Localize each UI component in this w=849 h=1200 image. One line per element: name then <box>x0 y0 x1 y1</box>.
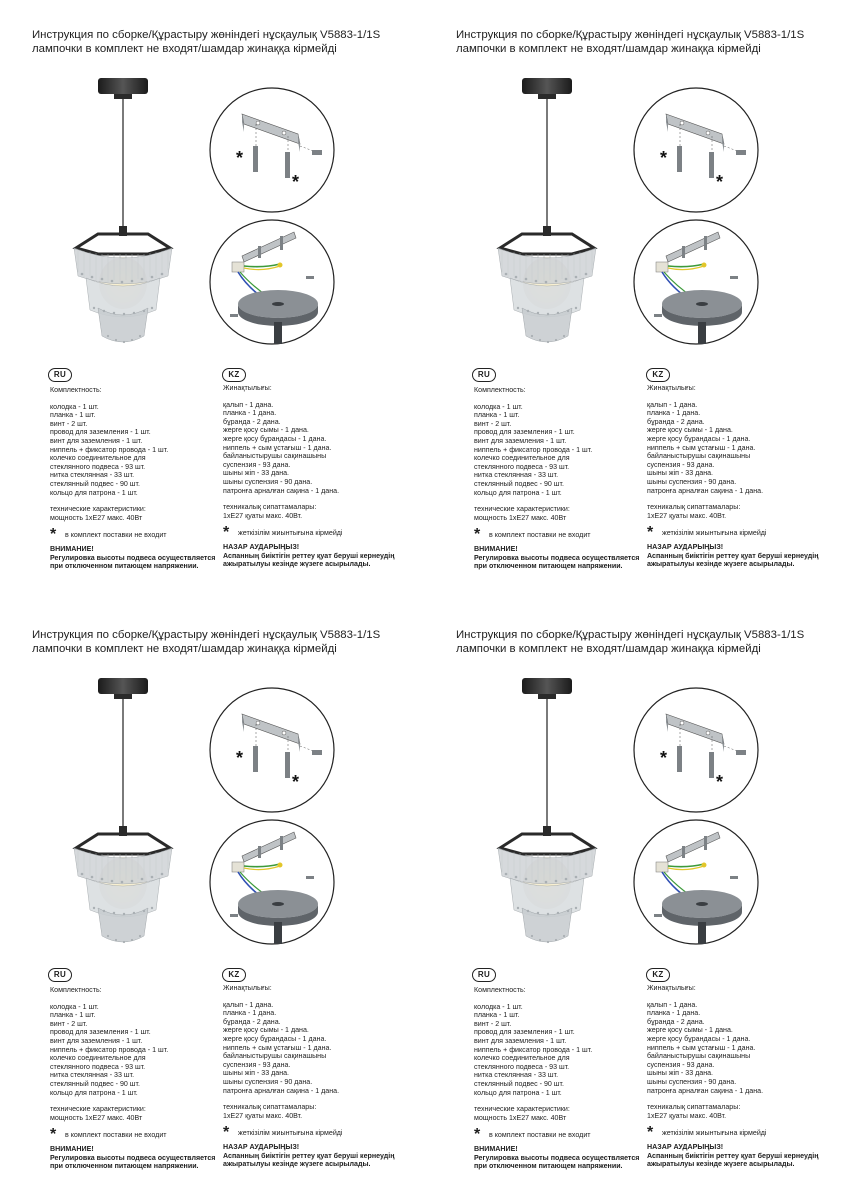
mounting-plate-diagram <box>208 86 336 214</box>
list-item: колечко соединительное для <box>474 454 570 463</box>
kz-badge: KZ <box>222 968 246 982</box>
kz-specs <box>223 1103 395 1120</box>
kz-not-included-note <box>223 524 395 542</box>
list-item: ниппель + фиксатор провода - 1 шт. <box>474 1045 593 1054</box>
ru-warning-line-1: Регулировка высоты подвеса осуществляется <box>50 553 216 562</box>
kz-note-text: жеткізілім жиынтығына кірмейді <box>662 1129 767 1138</box>
list-item: бұранда - 2 дана. <box>647 417 705 426</box>
ru-warning-line-1: Регулировка высоты подвеса осуществляется <box>474 553 640 562</box>
list-item: винт - 2 шт. <box>50 1019 88 1028</box>
list-item: винт для заземления - 1 шт. <box>50 1036 143 1045</box>
title-line-1: Инструкция по сборке/Құрастыру жөніндегі нұсқаулық V5883-1/1S <box>456 629 805 641</box>
ru-warning-line-2: при отключенном питающем напряжении. <box>50 1162 199 1171</box>
list-item: колодка - 1 шт. <box>50 1002 99 1011</box>
asterisk-icon: * <box>647 524 654 542</box>
ru-specs-value: мощность 1хE27 макс. 40Вт <box>474 1113 567 1122</box>
kz-warning <box>647 1143 819 1169</box>
list-item: байланыстырушы сақинашыны <box>223 452 327 461</box>
ru-warning-line-1: Регулировка высоты подвеса осуществляется <box>474 1153 640 1162</box>
list-item: ниппель + фиксатор провода - 1 шт. <box>50 445 169 454</box>
ru-kit-list <box>474 403 639 498</box>
ru-badge: RU <box>472 368 496 382</box>
list-item: нитка стеклянная - 33 шт. <box>474 1071 559 1080</box>
list-item: ниппель + сым ұстағыш - 1 дана. <box>223 443 332 452</box>
ru-column <box>50 386 215 571</box>
ru-kit-header: Комплектность: <box>474 986 526 994</box>
list-item: кольцо для патрона - 1 шт. <box>474 1088 562 1097</box>
ru-badge: RU <box>48 368 72 382</box>
list-item: колодка - 1 шт. <box>474 402 523 411</box>
list-item: винт для заземления - 1 шт. <box>474 1036 567 1045</box>
list-item: патронға арналған сақина - 1 дана. <box>223 486 340 495</box>
list-item: стеклянного подвеса - 93 шт. <box>474 462 570 471</box>
kz-specs-header: техникалық сипаттамалары: <box>223 1103 317 1112</box>
ru-warning-title: ВНИМАНИЕ! <box>474 1144 518 1153</box>
ru-specs-header: технические характеристики: <box>50 1105 146 1114</box>
mounting-plate-diagram <box>632 686 760 814</box>
kz-warning-line-1: Аспанның биіктігін реттеу қуат беруші кернеудің <box>647 1151 819 1160</box>
kz-badge: KZ <box>222 368 246 382</box>
kz-column <box>223 984 395 1169</box>
list-item: жерге қосу сымы - 1 дана. <box>647 1026 733 1035</box>
kz-warning-title: НАЗАР АУДАРЫҢЫЗ! <box>223 542 300 551</box>
kz-specs-value: 1хE27 қуаты макс. 40Вт. <box>647 511 727 520</box>
ru-column <box>50 986 215 1171</box>
ru-specs <box>50 505 215 522</box>
kz-warning <box>647 543 819 569</box>
kz-warning-line-2: ажыратылуы кезінде жүзеге асырылады. <box>223 1160 371 1169</box>
list-item: провод для заземления - 1 шт. <box>50 1028 151 1037</box>
kz-specs-value: 1хE27 қуаты макс. 40Вт. <box>223 1111 303 1120</box>
list-item: қалып - 1 дана. <box>223 1000 274 1009</box>
kz-kit-list <box>647 1001 819 1096</box>
asterisk-icon: * <box>223 1124 230 1142</box>
kz-not-included-note <box>647 1124 819 1142</box>
not-included-star-right: * <box>292 772 300 792</box>
kz-warning-line-2: ажыратылуы кезінде жүзеге асырылады. <box>647 560 795 569</box>
list-item: шыны суспензия - 90 дана. <box>223 477 313 486</box>
list-item: бұранда - 2 дана. <box>223 417 281 426</box>
list-item: шыны жіп - 33 дана. <box>647 1069 714 1078</box>
list-item: шыны суспензия - 90 дана. <box>647 477 737 486</box>
asterisk-icon: * <box>647 1124 654 1142</box>
list-item: провод для заземления - 1 шт. <box>50 428 151 437</box>
list-item: жерге қосу бұрандасы - 1 дана. <box>647 434 751 443</box>
list-item: жерге қосу сымы - 1 дана. <box>223 1026 309 1035</box>
list-item: кольцо для патрона - 1 шт. <box>50 1088 138 1097</box>
kz-warning-line-2: ажыратылуы кезінде жүзеге асырылады. <box>223 560 371 569</box>
wiring-diagram <box>632 218 760 346</box>
not-included-star-right: * <box>292 172 300 192</box>
list-item: стеклянный подвес - 90 шт. <box>474 479 564 488</box>
list-item: суспензия - 93 дана. <box>223 460 291 469</box>
list-item: бұранда - 2 дана. <box>223 1017 281 1026</box>
instruction-sheet <box>0 600 424 1200</box>
kz-kit-list <box>647 401 819 496</box>
sheet-title <box>456 628 841 656</box>
ru-badge: RU <box>472 968 496 982</box>
list-item: провод для заземления - 1 шт. <box>474 428 575 437</box>
chandelier-illustration <box>482 678 612 948</box>
list-item: планка - 1 шт. <box>474 411 520 420</box>
not-included-star-left: * <box>660 748 668 768</box>
kz-badge: KZ <box>646 368 670 382</box>
kz-not-included-note <box>647 524 819 542</box>
list-item: нитка стеклянная - 33 шт. <box>474 471 559 480</box>
list-item: патронға арналған сақина - 1 дана. <box>223 1086 340 1095</box>
list-item: патронға арналған сақина - 1 дана. <box>647 486 764 495</box>
list-item: патронға арналған сақина - 1 дана. <box>647 1086 764 1095</box>
chandelier-illustration <box>58 678 188 948</box>
kz-kit-header: Жинақтылығы: <box>647 984 696 992</box>
list-item: шыны суспензия - 90 дана. <box>223 1077 313 1086</box>
mounting-plate-diagram <box>632 86 760 214</box>
list-item: планка - 1 дана. <box>647 409 701 418</box>
ru-kit-header: Комплектность: <box>474 386 526 394</box>
list-item: планка - 1 шт. <box>50 411 96 420</box>
not-included-star-right: * <box>716 172 724 192</box>
chandelier-illustration <box>482 78 612 348</box>
list-item: планка - 1 дана. <box>223 409 277 418</box>
kz-not-included-note <box>223 1124 395 1142</box>
list-item: жерге қосу сымы - 1 дана. <box>223 426 309 435</box>
ru-warning-line-2: при отключенном питающем напряжении. <box>50 562 199 571</box>
list-item: планка - 1 дана. <box>223 1009 277 1018</box>
wiring-diagram <box>208 218 336 346</box>
ru-warning-line-2: при отключенном питающем напряжении. <box>474 562 623 571</box>
asterisk-icon: * <box>223 524 230 542</box>
list-item: винт - 2 шт. <box>474 1019 512 1028</box>
list-item: шыны жіп - 33 дана. <box>647 469 714 478</box>
ru-warning-title: ВНИМАНИЕ! <box>474 544 518 553</box>
list-item: ниппель + фиксатор провода - 1 шт. <box>50 1045 169 1054</box>
sheet-title <box>456 28 841 56</box>
list-item: нитка стеклянная - 33 шт. <box>50 1071 135 1080</box>
asterisk-icon: * <box>474 526 481 544</box>
kz-warning-title: НАЗАР АУДАРЫҢЫЗ! <box>223 1142 300 1151</box>
kz-warning-title: НАЗАР АУДАРЫҢЫЗ! <box>647 542 724 551</box>
title-line-1: Инструкция по сборке/Құрастыру жөніндегі нұсқаулық V5883-1/1S <box>32 629 381 641</box>
instruction-sheet <box>424 0 848 600</box>
ru-specs-value: мощность 1хE27 макс. 40Вт <box>50 1113 143 1122</box>
ru-badge: RU <box>48 968 72 982</box>
ru-note-text: в комплект поставки не входит <box>65 1131 167 1140</box>
instruction-sheet <box>0 0 424 600</box>
ru-note-text: в комплект поставки не входит <box>65 531 167 540</box>
list-item: колодка - 1 шт. <box>474 1002 523 1011</box>
list-item: қалып - 1 дана. <box>647 1000 698 1009</box>
asterisk-icon: * <box>474 1126 481 1144</box>
kz-warning-line-1: Аспанның биіктігін реттеу қуат беруші кернеудің <box>647 551 819 560</box>
list-item: суспензия - 93 дана. <box>647 460 715 469</box>
mounting-plate-diagram <box>208 686 336 814</box>
list-item: колечко соединительное для <box>50 1054 146 1063</box>
title-line-2: лампочки в комплект не входят/шамдар жинаққа кірмейді <box>456 43 761 55</box>
list-item: суспензия - 93 дана. <box>647 1060 715 1069</box>
list-item: винт для заземления - 1 шт. <box>50 436 143 445</box>
kz-column <box>647 384 819 569</box>
ru-specs <box>474 505 639 522</box>
kz-specs-header: техникалық сипаттамалары: <box>647 503 741 512</box>
ru-warning <box>50 1145 215 1171</box>
not-included-star-right: * <box>716 772 724 792</box>
not-included-star-left: * <box>236 748 244 768</box>
list-item: ниппель + сым ұстағыш - 1 дана. <box>647 1043 756 1052</box>
list-item: жерге қосу бұрандасы - 1 дана. <box>647 1034 751 1043</box>
kz-specs-header: техникалық сипаттамалары: <box>223 503 317 512</box>
list-item: жерге қосу сымы - 1 дана. <box>647 426 733 435</box>
list-item: винт для заземления - 1 шт. <box>474 436 567 445</box>
ru-kit-list <box>50 403 215 498</box>
ru-specs <box>50 1105 215 1122</box>
kz-kit-list <box>223 1001 395 1096</box>
kz-specs <box>223 503 395 520</box>
list-item: стеклянный подвес - 90 шт. <box>50 1079 140 1088</box>
list-item: суспензия - 93 дана. <box>223 1060 291 1069</box>
list-item: стеклянного подвеса - 93 шт. <box>474 1062 570 1071</box>
title-line-2: лампочки в комплект не входят/шамдар жинаққа кірмейді <box>32 43 337 55</box>
ru-note-text: в комплект поставки не входит <box>489 1131 591 1140</box>
asterisk-icon: * <box>50 1126 57 1144</box>
ru-warning-title: ВНИМАНИЕ! <box>50 544 94 553</box>
list-item: стеклянный подвес - 90 шт. <box>474 1079 564 1088</box>
kz-kit-header: Жинақтылығы: <box>223 984 272 992</box>
ru-column <box>474 386 639 571</box>
list-item: шыны суспензия - 90 дана. <box>647 1077 737 1086</box>
list-item: шыны жіп - 33 дана. <box>223 469 290 478</box>
kz-specs-value: 1хE27 қуаты макс. 40Вт. <box>223 511 303 520</box>
kz-note-text: жеткізілім жиынтығына кірмейді <box>238 529 343 538</box>
kz-kit-header: Жинақтылығы: <box>223 384 272 392</box>
kz-warning-title: НАЗАР АУДАРЫҢЫЗ! <box>647 1142 724 1151</box>
list-item: планка - 1 шт. <box>50 1011 96 1020</box>
ru-column <box>474 986 639 1171</box>
instruction-sheet <box>424 600 848 1200</box>
title-line-1: Инструкция по сборке/Құрастыру жөніндегі нұсқаулық V5883-1/1S <box>32 29 381 41</box>
ru-kit-header: Комплектность: <box>50 386 102 394</box>
ru-warning <box>50 545 215 571</box>
kz-specs-header: техникалық сипаттамалары: <box>647 1103 741 1112</box>
wiring-diagram <box>632 818 760 946</box>
list-item: бұранда - 2 дана. <box>647 1017 705 1026</box>
kz-warning <box>223 1143 395 1169</box>
list-item: планка - 1 шт. <box>474 1011 520 1020</box>
list-item: стеклянный подвес - 90 шт. <box>50 479 140 488</box>
list-item: қалып - 1 дана. <box>647 400 698 409</box>
ru-specs-header: технические характеристики: <box>474 1105 570 1114</box>
list-item: жерге қосу бұрандасы - 1 дана. <box>223 1034 327 1043</box>
kz-warning-line-2: ажыратылуы кезінде жүзеге асырылады. <box>647 1160 795 1169</box>
kz-warning <box>223 543 395 569</box>
not-included-star-left: * <box>236 148 244 168</box>
title-line-2: лампочки в комплект не входят/шамдар жинаққа кірмейді <box>456 643 761 655</box>
ru-specs-header: технические характеристики: <box>50 505 146 514</box>
ru-specs-header: технические характеристики: <box>474 505 570 514</box>
kz-column <box>647 984 819 1169</box>
list-item: байланыстырушы сақинашыны <box>647 452 751 461</box>
title-line-2: лампочки в комплект не входят/шамдар жинаққа кірмейді <box>32 643 337 655</box>
ru-warning-line-1: Регулировка высоты подвеса осуществляется <box>50 1153 216 1162</box>
list-item: колечко соединительное для <box>474 1054 570 1063</box>
list-item: планка - 1 дана. <box>647 1009 701 1018</box>
list-item: ниппель + сым ұстағыш - 1 дана. <box>223 1043 332 1052</box>
kz-warning-line-1: Аспанның биіктігін реттеу қуат беруші кернеудің <box>223 551 395 560</box>
ru-warning-line-2: при отключенном питающем напряжении. <box>474 1162 623 1171</box>
list-item: кольцо для патрона - 1 шт. <box>50 488 138 497</box>
ru-specs-value: мощность 1хE27 макс. 40Вт <box>474 513 567 522</box>
ru-warning-title: ВНИМАНИЕ! <box>50 1144 94 1153</box>
kz-kit-list <box>223 401 395 496</box>
chandelier-illustration <box>58 78 188 348</box>
kz-specs-value: 1хE27 қуаты макс. 40Вт. <box>647 1111 727 1120</box>
list-item: колечко соединительное для <box>50 454 146 463</box>
list-item: байланыстырушы сақинашыны <box>647 1052 751 1061</box>
list-item: жерге қосу бұрандасы - 1 дана. <box>223 434 327 443</box>
kz-note-text: жеткізілім жиынтығына кірмейді <box>662 529 767 538</box>
kz-badge: KZ <box>646 968 670 982</box>
sheet-title <box>32 628 417 656</box>
list-item: винт - 2 шт. <box>474 419 512 428</box>
ru-warning <box>474 1145 639 1171</box>
list-item: колодка - 1 шт. <box>50 402 99 411</box>
ru-not-included-note <box>50 1126 215 1144</box>
list-item: провод для заземления - 1 шт. <box>474 1028 575 1037</box>
kz-specs <box>647 1103 819 1120</box>
kz-kit-header: Жинақтылығы: <box>647 384 696 392</box>
ru-not-included-note <box>474 526 639 544</box>
kz-column <box>223 384 395 569</box>
ru-warning <box>474 545 639 571</box>
list-item: нитка стеклянная - 33 шт. <box>50 471 135 480</box>
wiring-diagram <box>208 818 336 946</box>
not-included-star-left: * <box>660 148 668 168</box>
ru-note-text: в комплект поставки не входит <box>489 531 591 540</box>
kz-warning-line-1: Аспанның биіктігін реттеу қуат беруші кернеудің <box>223 1151 395 1160</box>
list-item: байланыстырушы сақинашыны <box>223 1052 327 1061</box>
sheet-title <box>32 28 417 56</box>
ru-not-included-note <box>474 1126 639 1144</box>
list-item: ниппель + сым ұстағыш - 1 дана. <box>647 443 756 452</box>
list-item: ниппель + фиксатор провода - 1 шт. <box>474 445 593 454</box>
asterisk-icon: * <box>50 526 57 544</box>
ru-kit-header: Комплектность: <box>50 986 102 994</box>
ru-kit-list <box>50 1003 215 1098</box>
list-item: стеклянного подвеса - 93 шт. <box>50 1062 146 1071</box>
list-item: стеклянного подвеса - 93 шт. <box>50 462 146 471</box>
list-item: қалып - 1 дана. <box>223 400 274 409</box>
ru-kit-list <box>474 1003 639 1098</box>
ru-specs-value: мощность 1хE27 макс. 40Вт <box>50 513 143 522</box>
title-line-1: Инструкция по сборке/Құрастыру жөніндегі нұсқаулық V5883-1/1S <box>456 29 805 41</box>
list-item: кольцо для патрона - 1 шт. <box>474 488 562 497</box>
list-item: винт - 2 шт. <box>50 419 88 428</box>
ru-specs <box>474 1105 639 1122</box>
kz-note-text: жеткізілім жиынтығына кірмейді <box>238 1129 343 1138</box>
ru-not-included-note <box>50 526 215 544</box>
kz-specs <box>647 503 819 520</box>
list-item: шыны жіп - 33 дана. <box>223 1069 290 1078</box>
